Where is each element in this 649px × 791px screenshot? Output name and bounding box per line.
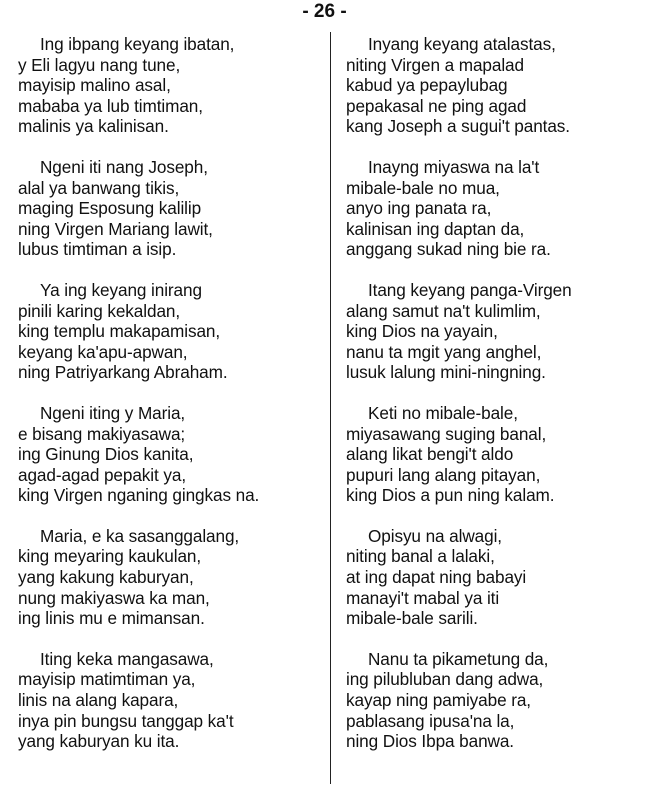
verse-line: ning Virgen Mariang lawit, (18, 218, 213, 239)
verse-line: agad-agad pepakit ya, (18, 464, 186, 485)
stanza (346, 403, 649, 506)
verse-line: Ngeni iti nang Joseph, (40, 156, 208, 177)
verse-line: e bisang makiyasawa; (18, 423, 186, 444)
verse-line: pupuri lang alang pitayan, (346, 464, 541, 485)
verse-line: anyo ing panata ra, (346, 198, 492, 219)
verse-line: mibale-bale no mua, (346, 177, 500, 198)
verse-line: kalinisan ing daptan da, (346, 218, 525, 239)
verse-line: alang samut na't kulimlim, (346, 300, 541, 321)
verse-line: Ngeni iting y Maria, (40, 402, 186, 423)
verse-line: lubus timtiman a isip. (18, 239, 177, 260)
verse-line: king templu makapamisan, (18, 321, 221, 342)
page-number: - 26 - (302, 1, 347, 22)
verse-line: Ya ing keyang inirang (40, 279, 202, 300)
stanza (346, 649, 649, 752)
stanza (18, 649, 323, 752)
stanza (346, 280, 649, 383)
verse-line: mibale-bale sarili. (346, 608, 478, 629)
verse-line: king meyaring kaukulan, (18, 546, 202, 567)
verse-line: Keti no mibale-bale, (368, 402, 518, 423)
verse-line: king Dios a pun ning kalam. (346, 485, 555, 506)
verse-line: pinili karing kekaldan, (18, 300, 181, 321)
stanza (18, 34, 323, 137)
verse-line: nung makiyaswa ka man, (18, 587, 210, 608)
verse-line: keyang ka'apu-apwan, (18, 341, 188, 362)
verse-line: Inayng miyaswa na la't (368, 156, 540, 177)
verse-line: Nanu ta pikametung da, (368, 648, 549, 669)
stanza (18, 526, 323, 629)
verse-line: yang kaburyan ku ita. (18, 731, 180, 752)
verse-line: miyasawang suging banal, (346, 423, 547, 444)
verse-line: maging Esposung kalilip (18, 198, 202, 219)
verse-line: king Dios na yayain, (346, 321, 498, 342)
verse-line: ing pilubluban dang adwa, (346, 669, 544, 690)
verse-line: nanu ta mgit yang anghel, (346, 341, 542, 362)
verse-line: pablasang ipusa'na la, (346, 710, 515, 731)
verse-line: kabud ya pepaylubag (346, 75, 508, 96)
verse-line: pepakasal ne ping agad (346, 95, 527, 116)
verse-line: kayap ning pamiyabe ra, (346, 690, 531, 711)
verse-line: niting Virgen a mapalad (346, 54, 524, 75)
stanza (18, 157, 323, 260)
stanza (346, 34, 649, 137)
verse-line: Ing ibpang keyang ibatan, (40, 34, 235, 54)
verse-line: king Virgen nganing gingkas na. (18, 485, 260, 506)
verse-line: malinis ya kalinisan. (18, 116, 169, 137)
verse-line: anggang sukad ning bie ra. (346, 239, 551, 260)
left-column (18, 34, 323, 772)
verse-line: mayisip malino asal, (18, 75, 171, 96)
verse-line: lusuk lalung mini-ningning. (346, 362, 546, 383)
verse-line: alang likat bengi't aldo (346, 444, 514, 465)
verse-line: ning Patriyarkang Abraham. (18, 362, 228, 383)
column-divider (330, 32, 331, 784)
stanza (18, 403, 323, 506)
verse-line: ing linis mu e mimansan. (18, 608, 205, 629)
verse-line: inya pin bungsu tanggap ka't (18, 710, 234, 731)
verse-line: Iting keka mangasawa, (40, 648, 214, 669)
verse-line: mababa ya lub timtiman, (18, 95, 203, 116)
stanza (346, 526, 649, 629)
verse-line: ning Dios Ibpa banwa. (346, 731, 514, 752)
right-column (346, 34, 649, 772)
verse-line: y Eli lagyu nang tune, (18, 54, 181, 75)
verse-line: mayisip matimtiman ya, (18, 669, 196, 690)
verse-line: Inyang keyang atalastas, (368, 34, 556, 54)
verse-line: Maria, e ka sasanggalang, (40, 525, 240, 546)
verse-line: yang kakung kaburyan, (18, 567, 194, 588)
verse-line: niting banal a lalaki, (346, 546, 495, 567)
verse-line: manayi't mabal ya iti (346, 587, 500, 608)
verse-line: at ing dapat ning babayi (346, 567, 527, 588)
verse-line: alal ya banwang tikis, (18, 177, 180, 198)
stanza (18, 280, 323, 383)
verse-line: Opisyu na alwagi, (368, 525, 502, 546)
verse-line: linis na alang kapara, (18, 690, 179, 711)
verse-line: ing Ginung Dios kanita, (18, 444, 194, 465)
stanza (346, 157, 649, 260)
verse-line: kang Joseph a sugui't pantas. (346, 116, 570, 137)
verse-line: Itang keyang panga-Virgen (368, 279, 572, 300)
